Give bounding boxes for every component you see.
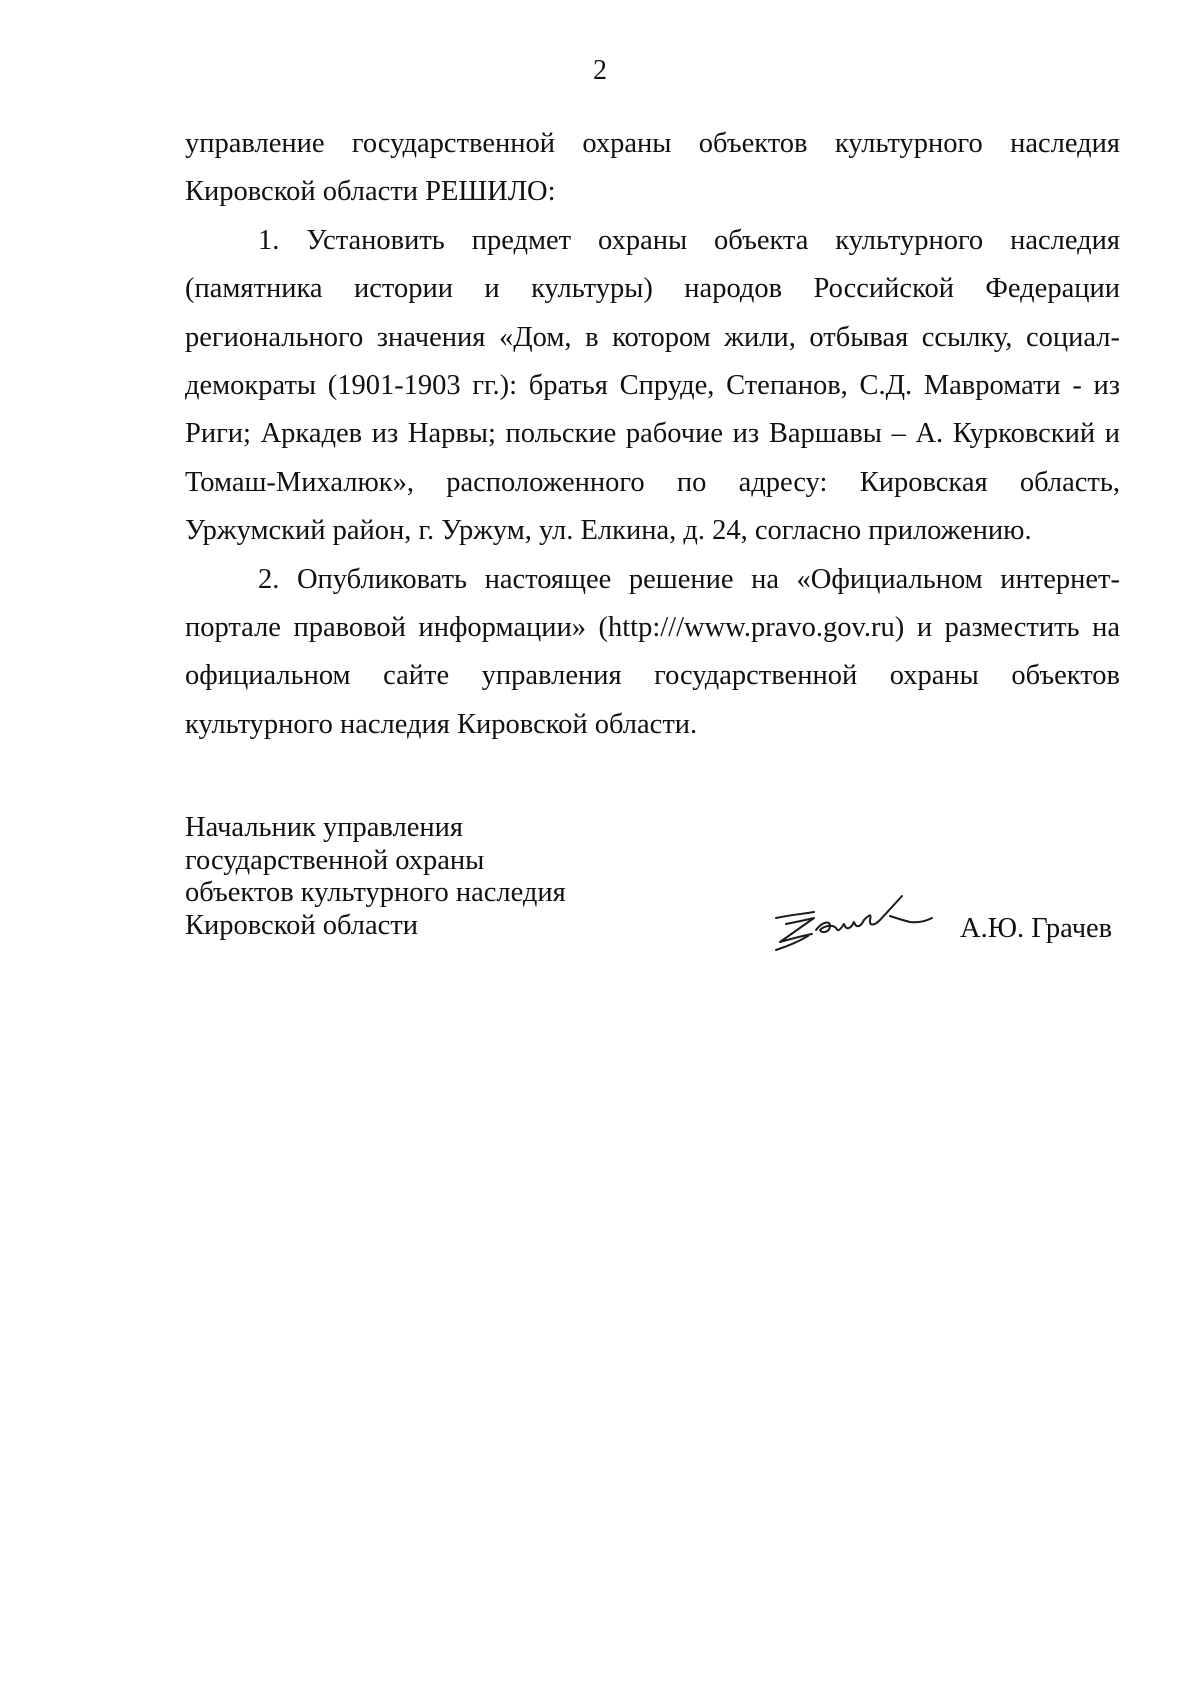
page-number: 2 — [593, 55, 607, 86]
signer-position — [185, 812, 566, 942]
signer-position-line: объектов культурного наследия — [185, 877, 566, 908]
signer-position-line: Начальник управления — [185, 812, 463, 843]
handwritten-signature — [772, 890, 942, 960]
signer-name: А.Ю. Грачев — [960, 913, 1113, 944]
paragraph-item-2: 2. Опубликовать настоящее решение на «Официальном интернет-портале правовой информации» (http:///www.pravo.gov.ru) и разместить на официальном сайте управления государственной охраны объектов культурного наследия Кировской области. — [185, 563, 1120, 740]
signer-position-line: Кировской области — [185, 909, 418, 941]
paragraph-item-1: 1. Установить предмет охраны объекта культурного наследия (памятника истории и культуры) народов Российской Федерации регионального значения «Дом, в котором жили, отбывая ссылку, социал-демократы (1901-1903 гг.): братья Спруде, Степанов, С.Д. Мавромати - из Риги; Аркадев из Нарвы; польские рабочие из Варшавы – А. Курковский и Томаш-Михалюк», расположенного по адресу: Кировская область, Уржумский район, г. Уржум, ул. Елкина, д. 24, согласно приложению. — [185, 224, 1120, 547]
signer-position-line: государственной охраны — [185, 844, 485, 876]
document-body — [185, 120, 1120, 749]
paragraph-intro: управление государственной охраны объектов культурного наследия Кировской области РЕШИЛО: — [185, 128, 1120, 208]
